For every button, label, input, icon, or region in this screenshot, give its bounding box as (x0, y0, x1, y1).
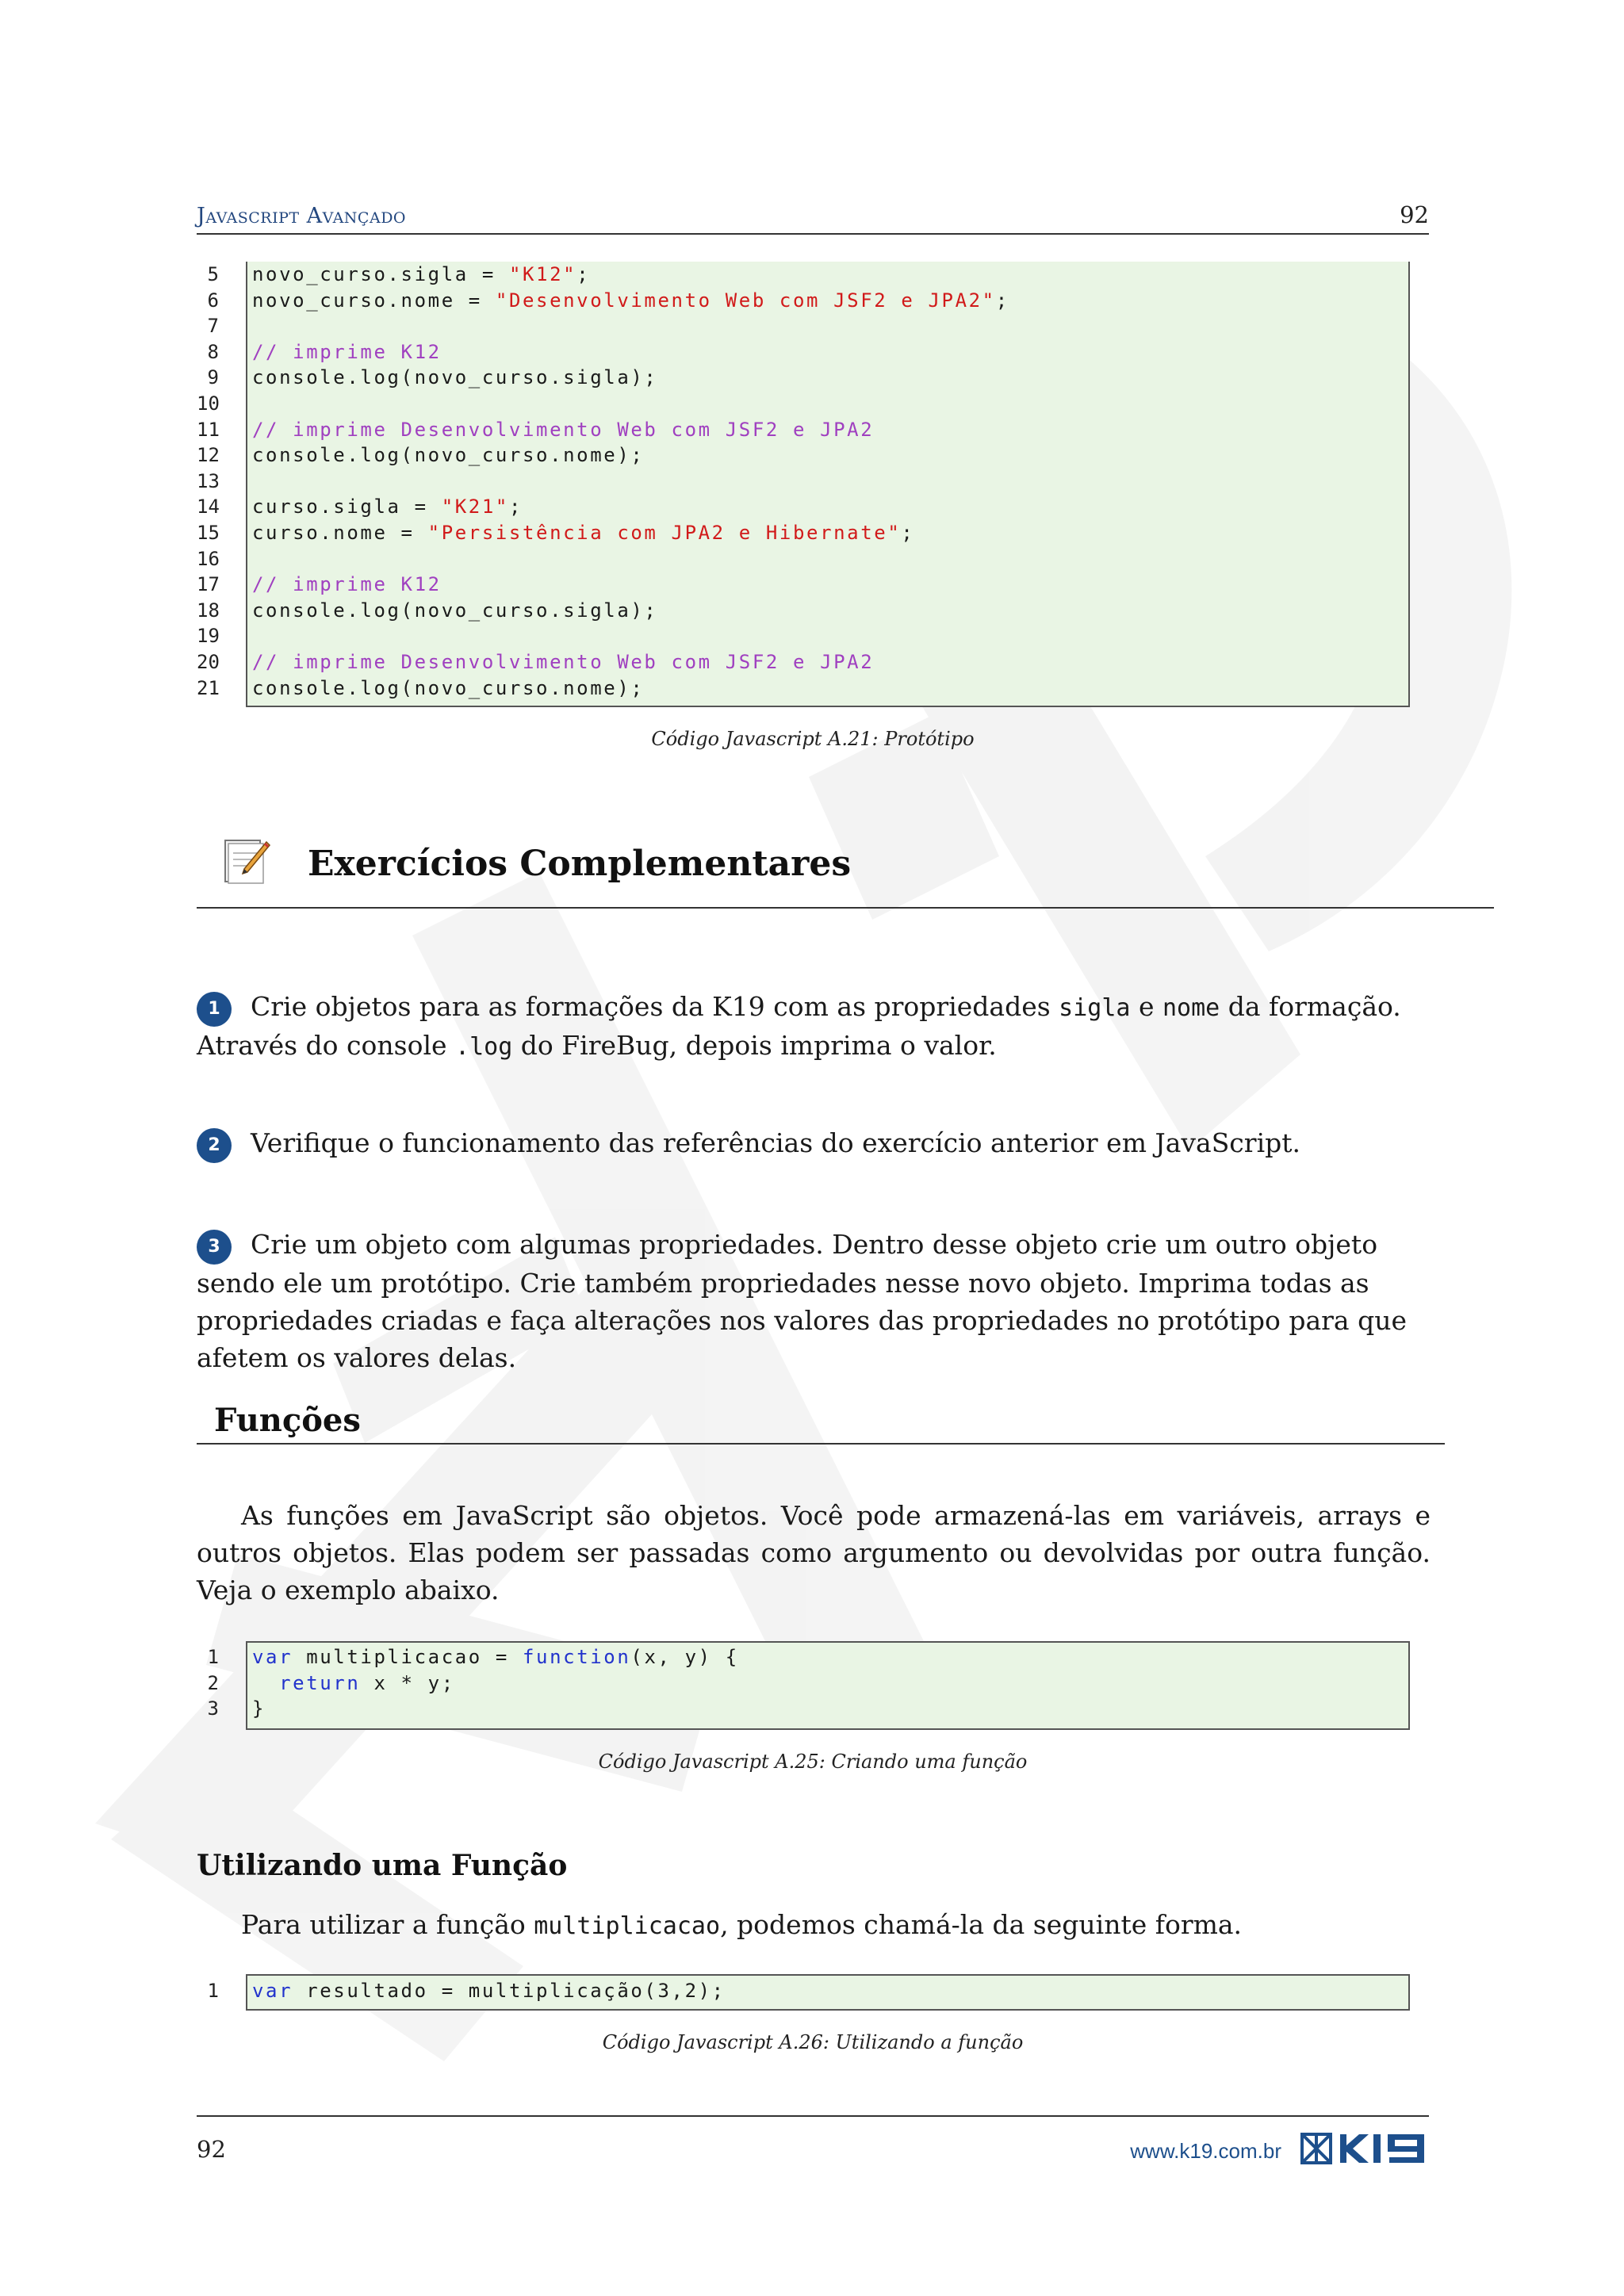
line-number: 8 (207, 340, 219, 363)
code-line (197, 417, 1410, 442)
text-run: Crie um objeto com algumas propriedades. Dentro desse objeto crie um outro objeto sendo ele um protótipo. Crie também propriedades nesse novo objeto. Imprima todas as propriedades criadas e faça alterações nos valores das propriedades no protótipo para que afetem os valores delas. (197, 1229, 1407, 1373)
line-number: 3 (207, 1697, 219, 1720)
inline-code: sigla (1059, 994, 1131, 1022)
running-header (197, 198, 1429, 235)
subsection-title: Utilizando uma Função (197, 1849, 568, 1882)
exercise-number-badge: 1 (197, 992, 232, 1027)
code-listing-criando-funcao (197, 1641, 1410, 1730)
line-number: 15 (197, 522, 220, 544)
code-token-plain: resultado = multiplicação(3,2); (293, 1980, 726, 2002)
code-token-plain: console.log(novo_curso.sigla); (252, 599, 658, 622)
exercise-number-badge: 3 (197, 1230, 232, 1265)
code-line (197, 262, 1410, 287)
code-line (197, 313, 1410, 339)
code-token-str: "Persistência com JPA2 e Hibernate" (427, 522, 902, 544)
code-text (252, 520, 914, 545)
code-token-plain: console.log(novo_curso.sigla); (252, 366, 658, 389)
text-run: Verifique o funcionamento das referências do exercício anterior em JavaScript. (251, 1127, 1300, 1158)
code-token-plain: ; (508, 496, 523, 519)
section-paragraph (197, 1497, 1431, 1609)
code-text (252, 494, 523, 519)
code-token-plain (252, 1672, 279, 1694)
line-number: 16 (197, 547, 220, 570)
exercise-item (197, 1124, 1431, 1163)
line-number: 18 (197, 599, 220, 622)
code-text (252, 1696, 266, 1721)
code-token-plain: } (252, 1697, 266, 1720)
code-token-str: "Desenvolvimento Web com JSF2 e JPA2" (495, 289, 996, 312)
code-token-cmt: // imprime Desenvolvimento Web com JSF2 e JPA2 (252, 651, 875, 673)
code-line (197, 494, 1410, 519)
line-number: 14 (197, 496, 220, 519)
code-token-plain: novo_curso.sigla = (252, 263, 509, 285)
code-listing-utilizando-funcao (197, 1974, 1410, 2011)
subsection-paragraph (197, 1906, 1431, 1945)
page-footer (197, 2115, 1429, 2180)
code-token-plain: ; (995, 289, 1009, 312)
notepad-pencil-icon (220, 836, 271, 886)
line-number: 21 (197, 676, 220, 699)
header-page-number: 92 (1400, 201, 1429, 228)
code-text (252, 365, 657, 390)
exercise-item (197, 988, 1431, 1066)
code-token-plain: ; (901, 522, 915, 544)
line-number: 7 (207, 315, 219, 338)
paragraph-text: As funções em JavaScript são objetos. Você pode armazená-las em variáveis, arrays e outros objetos. Elas podem ser passadas como argumento ou devolvidas por outra função. Veja o exemplo abaixo. (197, 1500, 1431, 1605)
code-line (197, 546, 1410, 572)
code-token-plain: x * y; (360, 1671, 455, 1694)
line-number: 1 (207, 1646, 219, 1668)
code-line (197, 598, 1410, 623)
code-line (197, 675, 1410, 701)
k19-logo-icon (1300, 2131, 1429, 2166)
code-token-plain: console.log(novo_curso.nome); (252, 676, 645, 699)
code-token-plain: curso.sigla = (252, 496, 442, 519)
inline-code: multiplicacao (534, 1912, 721, 1940)
text-run: da formação. Através do console (197, 991, 1401, 1061)
code-token-cmt: // imprime K12 (252, 573, 442, 596)
text-run: Para utilizar a função (241, 1909, 534, 1940)
code-text (252, 675, 644, 701)
text-run: , podemos chamá-la da seguinte forma. (720, 1909, 1243, 1940)
code-caption: Código Javascript A.21: Protótipo (651, 728, 975, 750)
code-line (197, 520, 1410, 545)
code-text (252, 262, 590, 287)
code-token-cmt: // imprime K12 (252, 340, 442, 363)
line-number: 17 (197, 573, 220, 596)
section-title: Funções (214, 1402, 361, 1439)
code-token-plain: curso.nome = (252, 522, 428, 544)
code-token-plain: console.log(novo_curso.nome); (252, 444, 645, 467)
code-token-kw: function (523, 1646, 631, 1668)
code-token-kw: var (252, 1646, 293, 1668)
code-line (197, 572, 1410, 597)
text-run: Crie objetos para as formações da K19 com as propriedades (251, 991, 1059, 1022)
code-token-plain: novo_curso.nome = (252, 289, 496, 312)
exercise-item (197, 1226, 1431, 1376)
code-token-kw: var (252, 1980, 293, 2002)
code-text (252, 1670, 455, 1696)
code-text (252, 598, 657, 623)
code-line (197, 442, 1410, 468)
footer-url[interactable]: www.k19.com.br (1130, 2139, 1281, 2163)
code-line (197, 469, 1410, 494)
code-token-str: "K12" (508, 263, 577, 285)
text-run: e (1130, 991, 1162, 1022)
code-listing-prototipo (197, 262, 1410, 707)
inline-code: .log (455, 1033, 513, 1061)
code-token-str: "K21" (441, 496, 509, 519)
chapter-title: Javascript Avançado (197, 204, 407, 228)
code-token-plain: (x, y) { (630, 1646, 739, 1668)
line-number: 10 (197, 392, 220, 415)
line-number: 13 (197, 469, 220, 492)
line-number: 2 (207, 1671, 219, 1694)
code-line (197, 288, 1410, 313)
code-text (252, 572, 442, 597)
code-caption: Código Javascript A.26: Utilizando a função (602, 2031, 1024, 2053)
code-line (197, 365, 1410, 390)
line-number: 19 (197, 625, 220, 648)
code-line (197, 1670, 1410, 1696)
line-number: 5 (207, 263, 219, 285)
line-number: 11 (197, 418, 220, 441)
code-text (252, 339, 442, 365)
code-line (197, 1696, 1410, 1721)
exercises-title: Exercícios Complementares (308, 844, 852, 884)
exercises-heading (197, 832, 1494, 909)
code-caption: Código Javascript A.25: Criando uma função (598, 1751, 1028, 1773)
code-line (197, 391, 1410, 416)
exercise-number-badge: 2 (197, 1128, 232, 1163)
code-line (197, 1978, 1410, 2003)
code-token-cmt: // imprime Desenvolvimento Web com JSF2 e JPA2 (252, 418, 875, 441)
code-token-plain: ; (576, 263, 591, 285)
code-line (197, 339, 1410, 365)
code-text (252, 288, 1009, 313)
line-number: 20 (197, 651, 220, 673)
code-token-plain: multiplicacao = (293, 1646, 523, 1668)
code-text (252, 417, 874, 442)
code-line (197, 649, 1410, 675)
footer-page-number: 92 (197, 2136, 226, 2163)
code-line (197, 623, 1410, 649)
code-text (252, 649, 874, 675)
line-number: 9 (207, 366, 219, 389)
inline-code: nome (1162, 994, 1220, 1022)
line-number: 1 (207, 1980, 219, 2002)
code-text (252, 442, 644, 468)
section-heading (197, 1399, 1445, 1445)
line-number: 12 (197, 444, 220, 467)
code-text (252, 1978, 726, 2003)
code-text (252, 1644, 739, 1670)
code-line (197, 1644, 1410, 1670)
code-token-kw: return (279, 1671, 361, 1694)
line-number: 6 (207, 289, 219, 312)
text-run: do FireBug, depois imprima o valor. (512, 1030, 997, 1061)
